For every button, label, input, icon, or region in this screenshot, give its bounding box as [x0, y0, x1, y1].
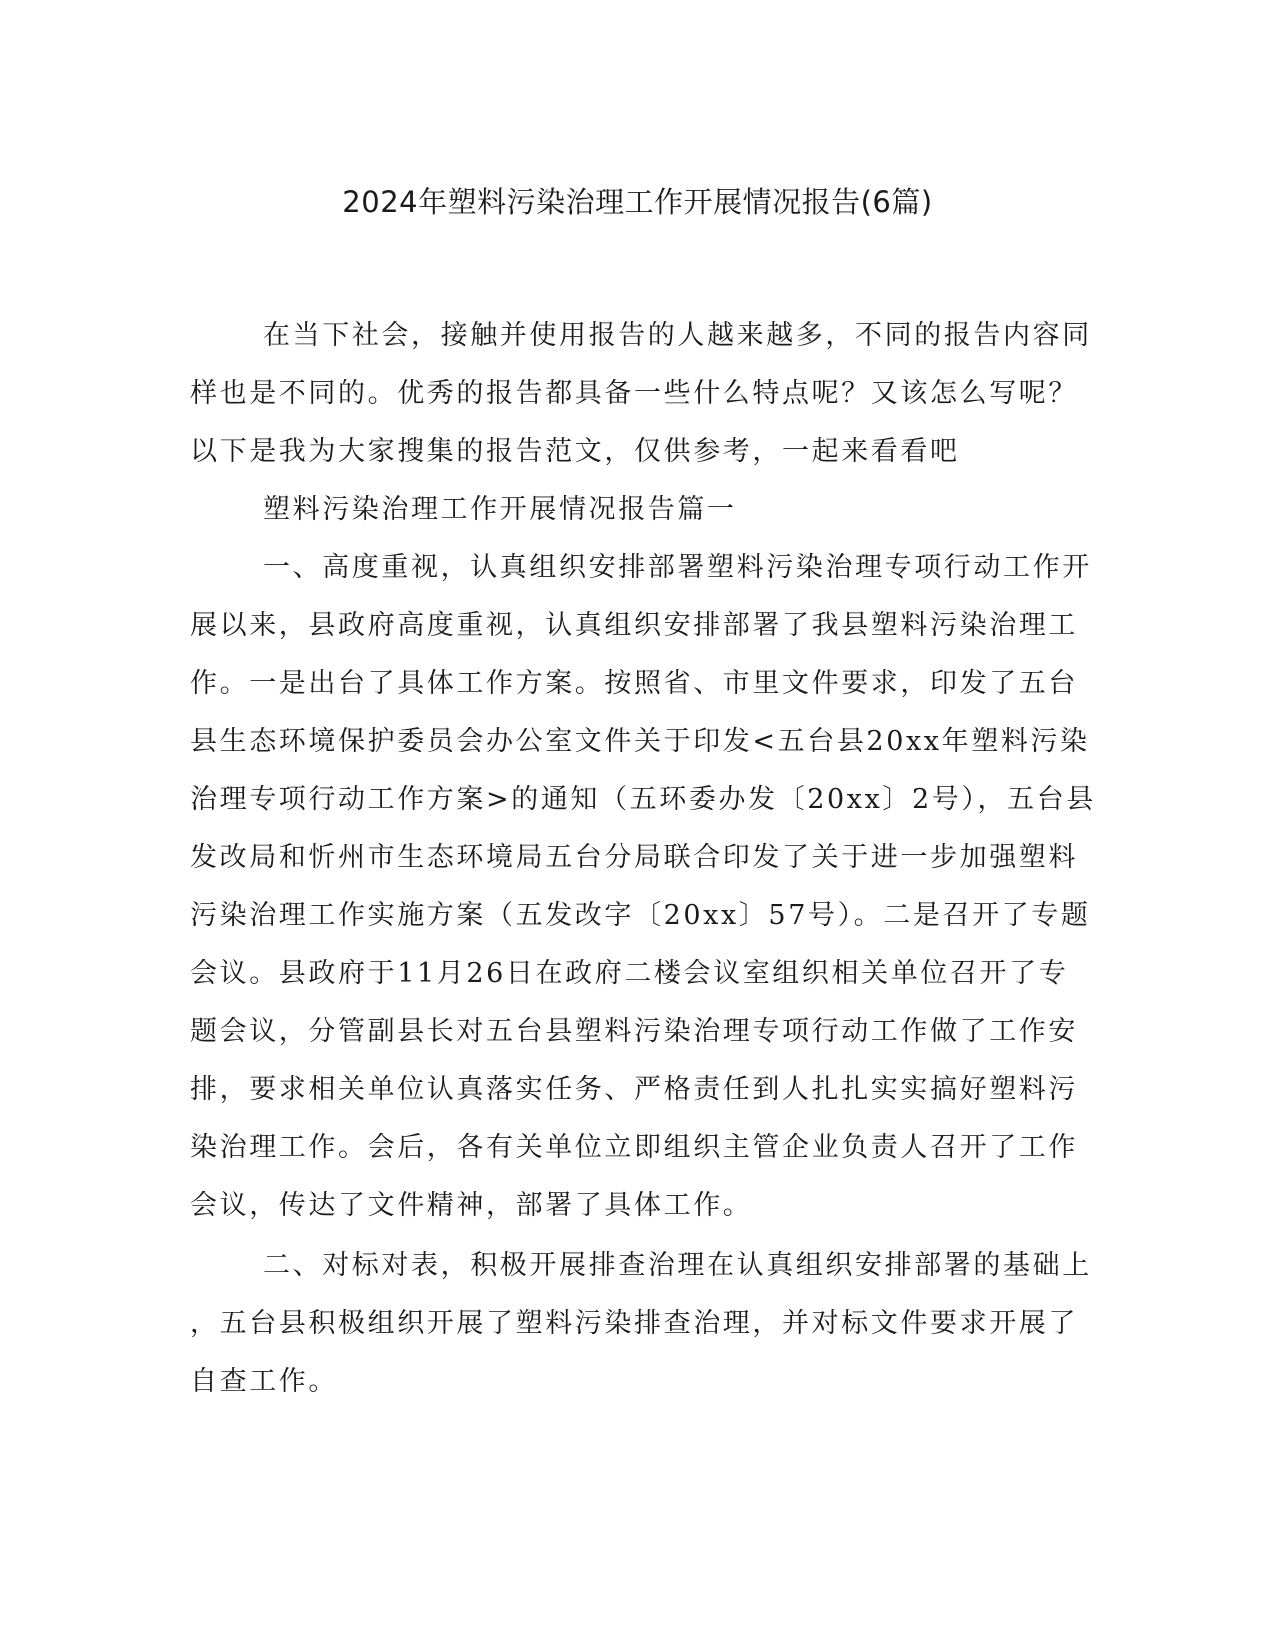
paragraph-line: 县生态环境保护委员会办公室文件关于印发<五台县20xx年塑料污染: [190, 726, 1090, 757]
paragraph-line: 在当下社会，接触并使用报告的人越来越多，不同的报告内容同: [263, 320, 1092, 351]
paragraph-line: 作。一是出台了具体工作方案。按照省、市里文件要求，印发了五台: [190, 668, 1078, 699]
paragraph-line: 污染治理工作实施方案（五发改字〔20xx〕57号）。二是召开了专题: [190, 900, 1091, 931]
paragraph-line: 会议。县政府于11月26日在政府二楼会议室组织相关单位召开了专: [190, 958, 1069, 989]
paragraph-line: 染治理工作。会后，各有关单位立即组织主管企业负责人召开了工作: [190, 1132, 1078, 1163]
document-title: 2024年塑料污染治理工作开展情况报告(6篇): [342, 185, 933, 219]
paragraph-line: 样也是不同的。优秀的报告都具备一些什么特点呢？又该怎么写呢？: [190, 378, 1078, 409]
paragraph-line: 以下是我为大家搜集的报告范文，仅供参考，一起来看看吧: [190, 436, 960, 467]
paragraph-line: 发改局和忻州市生态环境局五台分局联合印发了关于进一步加强塑料: [190, 842, 1078, 873]
paragraph-line: 一、高度重视，认真组织安排部署塑料污染治理专项行动工作开: [263, 552, 1092, 583]
paragraph-line: 治理专项行动工作方案>的通知（五环委办发〔20xx〕2号），五台县: [190, 784, 1096, 815]
paragraph-line: ，五台县积极组织开展了塑料污染排查治理，并对标文件要求开展了: [190, 1308, 1078, 1339]
paragraph-line: 二、对标对表，积极开展排查治理在认真组织安排部署的基础上: [263, 1250, 1092, 1281]
paragraph-line: 自查工作。: [190, 1366, 338, 1397]
paragraph-line: 排，要求相关单位认真落实任务、严格责任到人扎扎实实搞好塑料污: [190, 1074, 1078, 1105]
paragraph-line: 展以来，县政府高度重视，认真组织安排部署了我县塑料污染治理工: [190, 610, 1078, 641]
paragraph-line: 会议，传达了文件精神，部署了具体工作。: [190, 1190, 753, 1221]
paragraph-line: 题会议，分管副县长对五台县塑料污染治理专项行动工作做了工作安: [190, 1016, 1078, 1047]
section-heading: 塑料污染治理工作开展情况报告篇一: [263, 494, 737, 525]
